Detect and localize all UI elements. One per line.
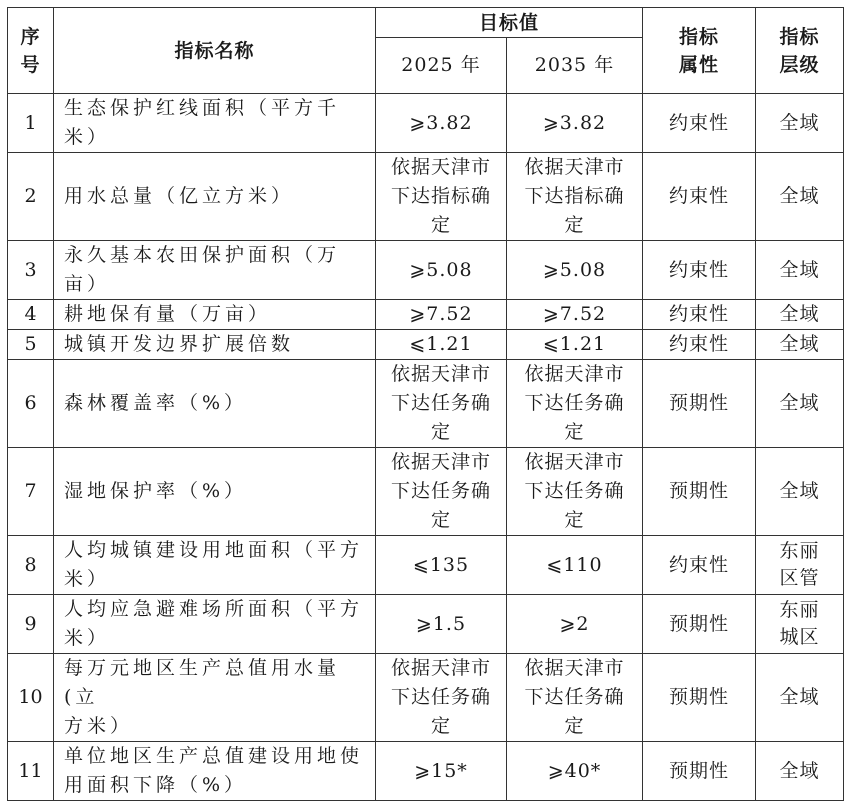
indicator-name: 城镇开发边界扩展倍数 <box>54 330 376 360</box>
header-year-2035: 2035 年 <box>507 38 643 94</box>
target-2025: 依据天津市 下达指标确 定 <box>376 153 507 241</box>
indicator-name: 单位地区生产总值建设用地使 用面积下降（%） <box>54 742 376 801</box>
indicator-level: 全域 <box>756 448 844 536</box>
target-2035: ⩾7.52 <box>507 300 643 330</box>
table-row <box>8 595 844 654</box>
indicator-name: 森林覆盖率（%） <box>54 360 376 448</box>
indicator-name: 人均应急避难场所面积（平方 米） <box>54 595 376 654</box>
target-2035: ⩾40* <box>507 742 643 801</box>
indicator-name: 永久基本农田保护面积（万亩） <box>54 241 376 300</box>
row-index: 11 <box>8 742 54 801</box>
row-index: 7 <box>8 448 54 536</box>
target-2025: ⩾3.82 <box>376 94 507 153</box>
indicator-name: 人均城镇建设用地面积（平方 米） <box>54 536 376 595</box>
target-2025: ⩾1.5 <box>376 595 507 654</box>
indicator-attribute: 预期性 <box>643 742 756 801</box>
indicator-name: 用水总量（亿立方米） <box>54 153 376 241</box>
row-index: 4 <box>8 300 54 330</box>
indicator-level: 东丽 区管 <box>756 536 844 595</box>
indicator-level: 全域 <box>756 742 844 801</box>
header-target-value: 目标值 <box>376 8 643 38</box>
indicator-level: 东丽 城区 <box>756 595 844 654</box>
indicator-attribute: 预期性 <box>643 360 756 448</box>
header-attribute: 指标 属性 <box>643 8 756 94</box>
target-2025: 依据天津市 下达任务确 定 <box>376 448 507 536</box>
indicator-level: 全域 <box>756 300 844 330</box>
table-row <box>8 241 844 300</box>
row-index: 9 <box>8 595 54 654</box>
target-2025: ⩾5.08 <box>376 241 507 300</box>
indicator-level: 全域 <box>756 153 844 241</box>
table-row <box>8 654 844 742</box>
target-2025: 依据天津市 下达任务确 定 <box>376 360 507 448</box>
target-2035: ⩾5.08 <box>507 241 643 300</box>
table-row <box>8 330 844 360</box>
target-2035: 依据天津市 下达任务确 定 <box>507 654 643 742</box>
indicator-attribute: 预期性 <box>643 448 756 536</box>
row-index: 6 <box>8 360 54 448</box>
indicator-name: 生态保护红线面积（平方千米） <box>54 94 376 153</box>
table-row <box>8 94 844 153</box>
indicator-attribute: 预期性 <box>643 595 756 654</box>
row-index: 3 <box>8 241 54 300</box>
target-2035: 依据天津市 下达任务确 定 <box>507 448 643 536</box>
target-2025: ⩾7.52 <box>376 300 507 330</box>
indicator-name: 耕地保有量（万亩） <box>54 300 376 330</box>
indicator-attribute: 约束性 <box>643 536 756 595</box>
table-row <box>8 536 844 595</box>
table-row <box>8 448 844 536</box>
row-index: 1 <box>8 94 54 153</box>
indicator-attribute: 预期性 <box>643 654 756 742</box>
header-year-2025: 2025 年 <box>376 38 507 94</box>
indicator-attribute: 约束性 <box>643 330 756 360</box>
target-2025: 依据天津市 下达任务确 定 <box>376 654 507 742</box>
indicator-name: 每万元地区生产总值用水量(立 方米） <box>54 654 376 742</box>
target-2035: ⩾3.82 <box>507 94 643 153</box>
target-2035: 依据天津市 下达任务确 定 <box>507 360 643 448</box>
target-2035: ⩾2 <box>507 595 643 654</box>
indicator-attribute: 约束性 <box>643 94 756 153</box>
target-2035: 依据天津市 下达指标确 定 <box>507 153 643 241</box>
row-index: 5 <box>8 330 54 360</box>
header-row-1 <box>8 8 844 38</box>
indicator-level: 全域 <box>756 654 844 742</box>
indicator-level: 全域 <box>756 241 844 300</box>
header-index: 序 号 <box>8 8 54 94</box>
table-row <box>8 360 844 448</box>
indicator-level: 全域 <box>756 360 844 448</box>
indicator-level: 全域 <box>756 330 844 360</box>
header-indicator-name: 指标名称 <box>54 8 376 94</box>
indicator-attribute: 约束性 <box>643 241 756 300</box>
indicator-attribute: 约束性 <box>643 153 756 241</box>
target-2025: ⩾15* <box>376 742 507 801</box>
target-2035: ⩽1.21 <box>507 330 643 360</box>
row-index: 2 <box>8 153 54 241</box>
indicator-table <box>7 7 844 801</box>
row-index: 8 <box>8 536 54 595</box>
table-row <box>8 153 844 241</box>
target-2025: ⩽135 <box>376 536 507 595</box>
table-row <box>8 742 844 801</box>
indicator-name: 湿地保护率（%） <box>54 448 376 536</box>
indicator-attribute: 约束性 <box>643 300 756 330</box>
header-level: 指标 层级 <box>756 8 844 94</box>
row-index: 10 <box>8 654 54 742</box>
target-2035: ⩽110 <box>507 536 643 595</box>
target-2025: ⩽1.21 <box>376 330 507 360</box>
table-row <box>8 300 844 330</box>
indicator-level: 全域 <box>756 94 844 153</box>
